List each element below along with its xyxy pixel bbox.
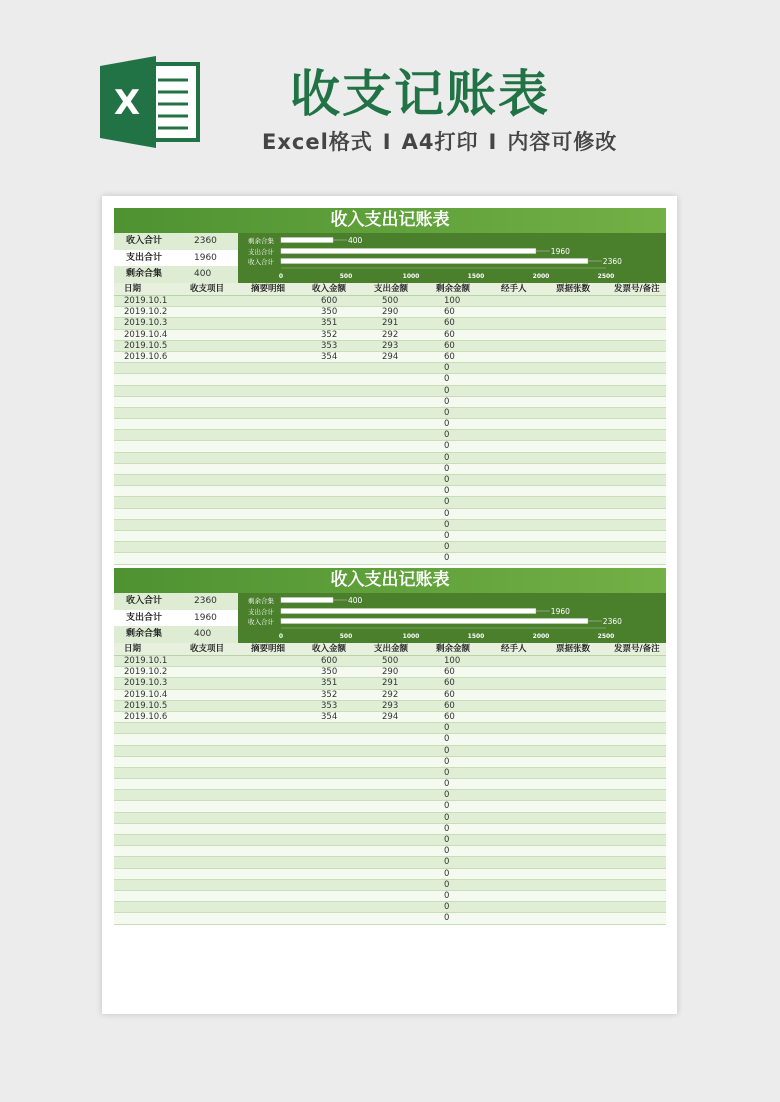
date-cell[interactable]: 2019.10.3: [124, 318, 168, 329]
expense-cell[interactable]: 294: [382, 351, 399, 362]
ledger-sheet: [114, 208, 666, 565]
bar-category-label: 剩余合集: [248, 597, 274, 605]
table-row: [114, 386, 666, 397]
summary-label: 收入合计: [126, 236, 163, 246]
expense-cell[interactable]: 291: [382, 318, 399, 329]
balance-cell[interactable]: 60: [444, 689, 455, 700]
summary-label: 收入合计: [126, 596, 163, 606]
table-row: [114, 746, 666, 757]
balance-cell[interactable]: 60: [444, 307, 455, 318]
balance-cell[interactable]: 0: [444, 374, 450, 385]
column-header: 票据张数: [556, 284, 591, 294]
date-cell[interactable]: 2019.10.1: [124, 296, 168, 306]
x-tick-label: 500: [339, 273, 353, 280]
expense-cell[interactable]: 290: [382, 667, 399, 678]
bar-data-label: 2360: [602, 617, 622, 626]
table-row: [114, 891, 666, 902]
balance-cell[interactable]: 0: [444, 879, 450, 890]
balance-cell[interactable]: 0: [444, 913, 450, 924]
x-tick-label: 2500: [597, 633, 615, 640]
balance-cell[interactable]: 0: [444, 779, 450, 790]
table-row: [114, 656, 666, 667]
income-cell[interactable]: 352: [321, 329, 338, 340]
table-row: [114, 419, 666, 430]
balance-cell[interactable]: 0: [444, 553, 450, 564]
x-tick-label: 0: [278, 273, 284, 280]
balance-cell[interactable]: 0: [444, 801, 450, 812]
table-row: [114, 453, 666, 464]
column-header: 经手人: [501, 644, 527, 654]
expense-cell[interactable]: 292: [382, 329, 399, 340]
balance-cell[interactable]: 0: [444, 475, 450, 485]
table-row: [114, 486, 666, 497]
column-header: 经手人: [501, 284, 527, 294]
summary-label: 支出合计: [126, 252, 163, 263]
income-cell[interactable]: 351: [321, 318, 338, 329]
column-header: 票据张数: [556, 644, 591, 654]
balance-cell[interactable]: 100: [444, 656, 461, 666]
x-tick-label: 1500: [467, 633, 485, 640]
date-cell[interactable]: 2019.10.1: [124, 656, 168, 666]
table-row: [114, 835, 666, 846]
balance-cell[interactable]: 60: [444, 700, 455, 711]
bar-chart-svg: [238, 593, 666, 643]
table-row: [114, 880, 666, 891]
table-row: [114, 430, 666, 441]
expense-cell[interactable]: 500: [382, 656, 399, 666]
balance-cell[interactable]: 60: [444, 329, 455, 340]
table-row: [114, 824, 666, 835]
balance-cell[interactable]: 0: [444, 530, 450, 541]
balance-cell[interactable]: 0: [444, 430, 450, 441]
summary-bar-chart: [238, 233, 666, 283]
bar-data-label: 2360: [602, 257, 622, 266]
column-header: 摘要明细: [251, 284, 286, 294]
x-tick-label: 2000: [532, 633, 550, 640]
column-header: 支出金额: [374, 644, 409, 654]
balance-cell[interactable]: 60: [444, 678, 455, 689]
table-row: [114, 553, 666, 564]
column-header: 收支项目: [190, 644, 225, 654]
table-row: [114, 531, 666, 542]
balance-cell[interactable]: 0: [444, 857, 450, 868]
balance-cell[interactable]: 0: [444, 463, 450, 474]
bar-data-label: 1960: [550, 607, 570, 616]
date-cell[interactable]: 2019.10.5: [124, 700, 168, 711]
income-cell[interactable]: 353: [321, 340, 338, 351]
column-header: 日期: [124, 284, 142, 294]
balance-cell[interactable]: 60: [444, 351, 455, 362]
summary-value[interactable]: 400: [194, 629, 212, 640]
bar-category-label: 收入合计: [248, 618, 274, 626]
balance-cell[interactable]: 0: [444, 734, 450, 745]
income-cell[interactable]: 350: [321, 307, 338, 318]
bar: [281, 249, 536, 254]
balance-cell[interactable]: 0: [444, 519, 450, 530]
table-row: [114, 307, 666, 318]
balance-cell[interactable]: 0: [444, 745, 450, 756]
balance-cell[interactable]: 60: [444, 340, 455, 351]
feature-editable: 内容可修改: [507, 130, 618, 154]
summary-row: [114, 626, 238, 643]
table-row: [114, 813, 666, 824]
expense-cell[interactable]: 290: [382, 307, 399, 318]
balance-cell[interactable]: 0: [444, 452, 450, 463]
table-row: [114, 723, 666, 734]
table-row: [114, 757, 666, 768]
table-row: [114, 509, 666, 520]
income-cell[interactable]: 351: [321, 678, 338, 689]
balance-cell[interactable]: 0: [444, 396, 450, 407]
balance-cell[interactable]: 60: [444, 711, 455, 722]
table-row: [114, 408, 666, 419]
column-header: 剩余金额: [436, 644, 471, 654]
expense-cell[interactable]: 292: [382, 689, 399, 700]
balance-cell[interactable]: 0: [444, 723, 450, 734]
income-cell[interactable]: 354: [321, 351, 338, 362]
income-cell[interactable]: 600: [321, 656, 338, 666]
excel-logo-letter: X: [113, 83, 141, 123]
summary-value[interactable]: 1960: [194, 252, 217, 263]
bar-category-label: 支出合计: [248, 248, 274, 256]
date-cell[interactable]: 2019.10.4: [124, 329, 168, 340]
table-row: [114, 296, 666, 307]
summary-label: 支出合计: [126, 612, 163, 623]
x-tick-label: 500: [339, 633, 353, 640]
balance-cell[interactable]: 0: [444, 756, 450, 767]
table-row: [114, 857, 666, 868]
expense-cell[interactable]: 293: [382, 340, 399, 351]
balance-cell[interactable]: 0: [444, 497, 450, 508]
income-cell[interactable]: 600: [321, 296, 338, 306]
date-cell[interactable]: 2019.10.2: [124, 667, 168, 678]
column-header: 摘要明细: [251, 644, 286, 654]
header: [0, 0, 780, 190]
date-cell[interactable]: 2019.10.4: [124, 689, 168, 700]
bar-data-label: 400: [348, 236, 363, 245]
balance-cell[interactable]: 0: [444, 902, 450, 913]
table-row: [114, 734, 666, 745]
table-header: [114, 283, 666, 296]
column-header: 发票号/备注: [614, 284, 660, 294]
column-header: 发票号/备注: [614, 644, 660, 654]
table-row: [114, 318, 666, 329]
table-row: [114, 701, 666, 712]
x-tick-label: 2500: [597, 273, 615, 280]
bar-chart-svg: [238, 233, 666, 283]
summary-value[interactable]: 2360: [194, 236, 217, 246]
table-row: [114, 542, 666, 553]
x-tick-label: 1500: [467, 273, 485, 280]
balance-cell[interactable]: 0: [444, 812, 450, 823]
excel-logo-icon: [100, 56, 200, 148]
column-header: 收支项目: [190, 284, 225, 294]
summary-bar-chart: [238, 593, 666, 643]
bar-category-label: 支出合计: [248, 608, 274, 616]
table-row: [114, 363, 666, 374]
date-cell[interactable]: 2019.10.6: [124, 711, 168, 722]
balance-cell[interactable]: 0: [444, 846, 450, 857]
date-cell[interactable]: 2019.10.5: [124, 340, 168, 351]
summary-label: 剩余合集: [126, 269, 163, 280]
column-header: 剩余金额: [436, 284, 471, 294]
bar: [281, 609, 536, 614]
feature-print: A4打印: [401, 130, 479, 154]
feature-separator: I: [488, 130, 498, 154]
table-row: [114, 520, 666, 531]
bar: [281, 259, 588, 264]
summary-row: [114, 266, 238, 283]
income-cell[interactable]: 354: [321, 711, 338, 722]
table-row: [114, 497, 666, 508]
table-header: [114, 643, 666, 656]
balance-cell[interactable]: 0: [444, 419, 450, 430]
table-row: [114, 441, 666, 452]
table-row: [114, 768, 666, 779]
bar-category-label: 收入合计: [248, 258, 274, 266]
feature-separator: I: [382, 130, 392, 154]
table-row: [114, 397, 666, 408]
balance-cell[interactable]: 0: [444, 790, 450, 801]
summary-row: [114, 610, 238, 627]
summary-label: 剩余合集: [126, 629, 163, 640]
balance-cell[interactable]: 0: [444, 486, 450, 497]
column-header: 收入金额: [312, 644, 347, 654]
balance-cell[interactable]: 60: [444, 318, 455, 329]
balance-cell[interactable]: 60: [444, 667, 455, 678]
column-header: 收入金额: [312, 284, 347, 294]
balance-cell[interactable]: 0: [444, 363, 450, 374]
x-tick-label: 1000: [402, 273, 420, 280]
ledger-sheet: [114, 568, 666, 925]
bar: [281, 598, 333, 603]
sheet-title: 收入支出记账表: [114, 208, 666, 233]
expense-cell[interactable]: 291: [382, 678, 399, 689]
table-row: [114, 869, 666, 880]
balance-cell[interactable]: 0: [444, 385, 450, 396]
table-row: [114, 475, 666, 486]
balance-cell[interactable]: 0: [444, 835, 450, 845]
balance-cell[interactable]: 100: [444, 296, 461, 306]
date-cell[interactable]: 2019.10.2: [124, 307, 168, 318]
bar-data-label: 1960: [550, 247, 570, 256]
x-tick-label: 2000: [532, 273, 550, 280]
table-row: [114, 801, 666, 812]
feature-format: Excel格式: [262, 130, 373, 154]
income-cell[interactable]: 350: [321, 667, 338, 678]
bar-category-label: 剩余合集: [248, 237, 274, 245]
bar: [281, 619, 588, 624]
summary-value[interactable]: 1960: [194, 612, 217, 623]
balance-cell[interactable]: 0: [444, 441, 450, 452]
expense-cell[interactable]: 294: [382, 711, 399, 722]
column-header: 日期: [124, 644, 142, 654]
summary-value[interactable]: 2360: [194, 596, 217, 606]
summary-row: [114, 250, 238, 267]
page-title: 收支记账表: [290, 65, 550, 123]
table-row: [114, 902, 666, 913]
bar: [281, 238, 333, 243]
summary-row: [114, 233, 238, 250]
summary-row: [114, 593, 238, 610]
summary-block: [114, 233, 666, 283]
bar-data-label: 400: [348, 596, 363, 605]
summary-block: [114, 593, 666, 643]
summary-value[interactable]: 400: [194, 269, 212, 280]
table-row: [114, 667, 666, 678]
table-row: [114, 330, 666, 341]
table-row: [114, 712, 666, 723]
balance-cell[interactable]: 0: [444, 767, 450, 778]
column-header: 支出金额: [374, 284, 409, 294]
table-row: [114, 846, 666, 857]
table-row: [114, 374, 666, 385]
table-row: [114, 790, 666, 801]
table-row: [114, 352, 666, 363]
balance-cell[interactable]: 0: [444, 407, 450, 418]
income-cell[interactable]: 352: [321, 689, 338, 700]
x-tick-label: 1000: [402, 633, 420, 640]
expense-cell[interactable]: 500: [382, 296, 399, 306]
x-tick-label: 0: [278, 633, 284, 640]
feature-line: [262, 126, 617, 156]
date-cell[interactable]: 2019.10.6: [124, 351, 168, 362]
balance-cell[interactable]: 0: [444, 508, 450, 519]
income-cell[interactable]: 353: [321, 700, 338, 711]
balance-cell[interactable]: 0: [444, 542, 450, 553]
date-cell[interactable]: 2019.10.3: [124, 678, 168, 689]
expense-cell[interactable]: 293: [382, 700, 399, 711]
table-row: [114, 678, 666, 689]
sheet-title: 收入支出记账表: [114, 568, 666, 593]
table-row: [114, 341, 666, 352]
table-row: [114, 464, 666, 475]
balance-cell[interactable]: 0: [444, 823, 450, 834]
balance-cell[interactable]: 0: [444, 890, 450, 901]
table-row: [114, 913, 666, 924]
table-row: [114, 690, 666, 701]
balance-cell[interactable]: 0: [444, 868, 450, 879]
table-row: [114, 779, 666, 790]
